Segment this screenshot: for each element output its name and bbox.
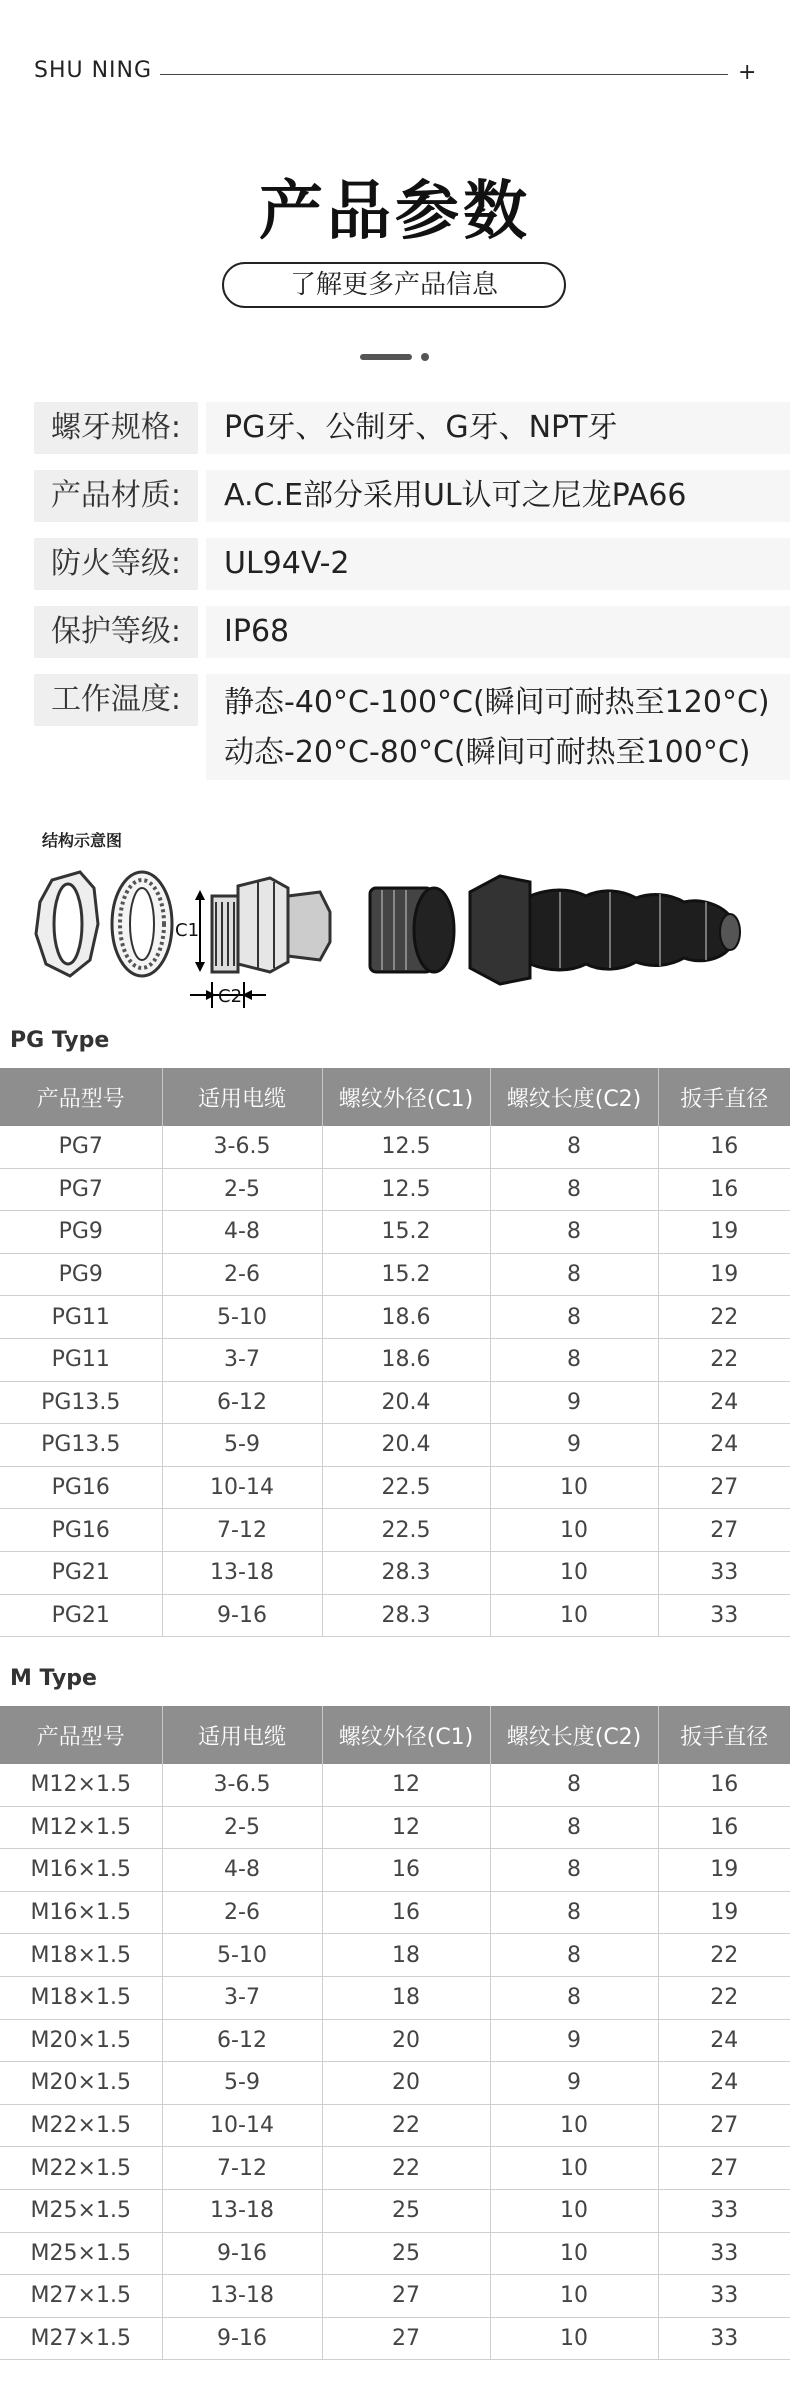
table-cell: 5-10 — [162, 1296, 322, 1339]
table-header-row — [0, 1068, 790, 1126]
table-cell: 10 — [490, 2147, 658, 2190]
spec-value: UL94V-2 — [206, 538, 790, 590]
table-cell: 3-6.5 — [162, 1126, 322, 1168]
table-cell: 10 — [490, 2317, 658, 2360]
table-cell: 18.6 — [322, 1338, 490, 1381]
table-cell: 12 — [322, 1806, 490, 1849]
col-header: 扳手直径 — [658, 1068, 790, 1126]
table-cell: 10 — [490, 1551, 658, 1594]
table-row — [0, 1338, 790, 1381]
spec-value: A.C.E部分采用UL认可之尼龙PA66 — [206, 470, 790, 522]
header-divider — [160, 74, 728, 75]
table-cell: PG16 — [0, 1466, 162, 1509]
table-cell: 13-18 — [162, 2275, 322, 2318]
strain-relief-cap-part — [470, 876, 740, 984]
table-cell: 24 — [658, 1381, 790, 1424]
table-cell: 10-14 — [162, 1466, 322, 1509]
table-cell: 13-18 — [162, 2189, 322, 2232]
table-cell: M20×1.5 — [0, 2019, 162, 2062]
table-cell: 27 — [322, 2275, 490, 2318]
table-cell: 27 — [658, 2147, 790, 2190]
table-row — [0, 1296, 790, 1339]
claw-insert-part — [370, 888, 454, 972]
table-cell: 5-10 — [162, 1934, 322, 1977]
table-cell: 2-5 — [162, 1806, 322, 1849]
table-row — [0, 2275, 790, 2318]
table-cell: 16 — [322, 1891, 490, 1934]
structure-diagram — [30, 852, 760, 1012]
table-cell: 7-12 — [162, 1509, 322, 1552]
table-cell: 27 — [658, 1466, 790, 1509]
table-cell: 8 — [490, 1296, 658, 1339]
table-cell: 33 — [658, 1551, 790, 1594]
table-cell: M22×1.5 — [0, 2104, 162, 2147]
col-header: 螺纹外径(C1) — [322, 1068, 490, 1126]
table-cell: 2-6 — [162, 1253, 322, 1296]
table-cell: 33 — [658, 1594, 790, 1637]
table-cell: PG9 — [0, 1253, 162, 1296]
spec-label: 工作温度: — [34, 674, 198, 726]
pg-type-title: PG Type — [10, 1028, 110, 1053]
table-cell: 18 — [322, 1934, 490, 1977]
table-cell: 6-12 — [162, 2019, 322, 2062]
spec-value-line: 动态-20°C-80°C(瞬间可耐热至100°C) — [224, 735, 751, 770]
table-cell: 33 — [658, 2189, 790, 2232]
spec-value: IP68 — [206, 606, 790, 658]
table-row — [0, 2062, 790, 2105]
m-type-table — [0, 1706, 790, 2360]
table-cell: M20×1.5 — [0, 2062, 162, 2105]
table-cell: 9 — [490, 2019, 658, 2062]
spec-label: 保护等级: — [34, 606, 198, 658]
table-cell: 9 — [490, 1424, 658, 1467]
table-cell: 12 — [322, 1764, 490, 1806]
table-cell: 15.2 — [322, 1253, 490, 1296]
table-cell: M27×1.5 — [0, 2275, 162, 2318]
col-header: 螺纹外径(C1) — [322, 1706, 490, 1764]
table-row — [0, 1466, 790, 1509]
table-cell: M16×1.5 — [0, 1849, 162, 1892]
seal-ring-part — [112, 872, 172, 976]
lock-nut-part — [36, 872, 98, 976]
pg-type-table — [0, 1068, 790, 1637]
col-header: 螺纹长度(C2) — [490, 1706, 658, 1764]
table-cell: 20.4 — [322, 1381, 490, 1424]
table-cell: 9-16 — [162, 2232, 322, 2275]
table-cell: 9 — [490, 2062, 658, 2105]
table-cell: PG21 — [0, 1594, 162, 1637]
table-cell: 8 — [490, 1806, 658, 1849]
table-cell: 5-9 — [162, 1424, 322, 1467]
table-cell: PG11 — [0, 1296, 162, 1339]
pg-table-body — [0, 1126, 790, 1637]
spec-label: 螺牙规格: — [34, 402, 198, 454]
table-cell: 22.5 — [322, 1509, 490, 1552]
table-cell: 8 — [490, 1338, 658, 1381]
table-cell: 18 — [322, 1976, 490, 2019]
table-cell: 16 — [658, 1764, 790, 1806]
table-cell: 10 — [490, 1466, 658, 1509]
table-cell: PG13.5 — [0, 1424, 162, 1467]
table-row — [0, 1509, 790, 1552]
table-cell: 24 — [658, 2062, 790, 2105]
table-row — [0, 1551, 790, 1594]
table-cell: 9 — [490, 1381, 658, 1424]
table-cell: PG7 — [0, 1168, 162, 1211]
col-header: 产品型号 — [0, 1068, 162, 1126]
table-cell: M25×1.5 — [0, 2189, 162, 2232]
table-cell: M18×1.5 — [0, 1934, 162, 1977]
spec-value — [206, 674, 790, 780]
table-cell: PG21 — [0, 1551, 162, 1594]
table-row — [0, 1381, 790, 1424]
table-cell: 25 — [322, 2232, 490, 2275]
table-cell: 19 — [658, 1253, 790, 1296]
table-row — [0, 1934, 790, 1977]
table-cell: 10-14 — [162, 2104, 322, 2147]
table-cell: 2-6 — [162, 1891, 322, 1934]
table-cell: 4-8 — [162, 1211, 322, 1254]
table-cell: M27×1.5 — [0, 2317, 162, 2360]
table-header-row — [0, 1706, 790, 1764]
table-row — [0, 1764, 790, 1806]
table-row — [0, 2019, 790, 2062]
table-cell: M12×1.5 — [0, 1806, 162, 1849]
table-cell: 24 — [658, 1424, 790, 1467]
table-cell: PG13.5 — [0, 1381, 162, 1424]
table-row — [0, 1594, 790, 1637]
table-cell: 28.3 — [322, 1594, 490, 1637]
table-cell: 8 — [490, 1126, 658, 1168]
table-cell: M25×1.5 — [0, 2232, 162, 2275]
page-indicator-dot — [421, 353, 429, 361]
table-row — [0, 1806, 790, 1849]
table-cell: 12.5 — [322, 1126, 490, 1168]
table-cell: 22 — [322, 2147, 490, 2190]
table-row — [0, 2317, 790, 2360]
table-row — [0, 2104, 790, 2147]
table-cell: 10 — [490, 2275, 658, 2318]
spec-label: 防火等级: — [34, 538, 198, 590]
plus-icon[interactable]: + — [738, 60, 757, 85]
table-cell: 5-9 — [162, 2062, 322, 2105]
table-row — [0, 1976, 790, 2019]
table-cell: M12×1.5 — [0, 1764, 162, 1806]
table-cell: 10 — [490, 2232, 658, 2275]
table-cell: 20.4 — [322, 1424, 490, 1467]
table-cell: 24 — [658, 2019, 790, 2062]
spec-value-line: 静态-40°C-100°C(瞬间可耐热至120°C) — [224, 685, 770, 720]
col-header: 适用电缆 — [162, 1706, 322, 1764]
table-cell: 22 — [658, 1934, 790, 1977]
page-header — [0, 0, 790, 140]
table-cell: 4-8 — [162, 1849, 322, 1892]
table-cell: PG9 — [0, 1211, 162, 1254]
table-cell: 10 — [490, 2189, 658, 2232]
table-cell: 8 — [490, 1253, 658, 1296]
table-cell: 3-6.5 — [162, 1764, 322, 1806]
table-cell: 8 — [490, 1976, 658, 2019]
table-cell: 22 — [658, 1976, 790, 2019]
table-row — [0, 2147, 790, 2190]
table-cell: 9-16 — [162, 1594, 322, 1637]
table-cell: 8 — [490, 1849, 658, 1892]
table-cell: M22×1.5 — [0, 2147, 162, 2190]
table-cell: 8 — [490, 1211, 658, 1254]
table-cell: 19 — [658, 1849, 790, 1892]
table-cell: 27 — [322, 2317, 490, 2360]
table-row — [0, 1211, 790, 1254]
dimension-c1 — [175, 890, 205, 972]
table-cell: 16 — [658, 1168, 790, 1211]
table-cell: 7-12 — [162, 2147, 322, 2190]
table-cell: M18×1.5 — [0, 1976, 162, 2019]
table-cell: 6-12 — [162, 1381, 322, 1424]
table-cell: 15.2 — [322, 1211, 490, 1254]
brand-name: SHU NING — [34, 58, 153, 83]
col-header: 螺纹长度(C2) — [490, 1068, 658, 1126]
table-cell: 16 — [658, 1126, 790, 1168]
dimension-c2 — [190, 982, 266, 1008]
table-row — [0, 1891, 790, 1934]
page-indicator-active — [360, 354, 412, 360]
table-cell: 20 — [322, 2062, 490, 2105]
table-cell: 22 — [322, 2104, 490, 2147]
table-cell: 33 — [658, 2232, 790, 2275]
m-table-body — [0, 1764, 790, 2360]
table-cell: 22 — [658, 1338, 790, 1381]
table-cell: 2-5 — [162, 1168, 322, 1211]
spec-value: PG牙、公制牙、G牙、NPT牙 — [206, 402, 790, 454]
table-cell: 22.5 — [322, 1466, 490, 1509]
table-cell: 28.3 — [322, 1551, 490, 1594]
table-cell: 33 — [658, 2317, 790, 2360]
table-cell: PG11 — [0, 1338, 162, 1381]
col-header: 扳手直径 — [658, 1706, 790, 1764]
table-cell: 13-18 — [162, 1551, 322, 1594]
table-row — [0, 2232, 790, 2275]
table-row — [0, 1168, 790, 1211]
table-cell: 10 — [490, 1509, 658, 1552]
table-row — [0, 1424, 790, 1467]
table-cell: 10 — [490, 2104, 658, 2147]
table-row — [0, 1126, 790, 1168]
table-cell: 3-7 — [162, 1338, 322, 1381]
table-cell: 19 — [658, 1891, 790, 1934]
table-cell: 25 — [322, 2189, 490, 2232]
table-row — [0, 2189, 790, 2232]
col-header: 适用电缆 — [162, 1068, 322, 1126]
table-cell: 27 — [658, 2104, 790, 2147]
diagram-caption: 结构示意图 — [42, 831, 123, 850]
svg-text:C1: C1 — [175, 920, 200, 941]
table-cell: 8 — [490, 1934, 658, 1977]
col-header: 产品型号 — [0, 1706, 162, 1764]
table-cell: 10 — [490, 1594, 658, 1637]
table-cell: 16 — [658, 1806, 790, 1849]
table-cell: 8 — [490, 1168, 658, 1211]
table-cell: 22 — [658, 1296, 790, 1339]
table-cell: 9-16 — [162, 2317, 322, 2360]
table-cell: 8 — [490, 1891, 658, 1934]
table-cell: PG7 — [0, 1126, 162, 1168]
table-row — [0, 1253, 790, 1296]
page-title: 产品参数 — [259, 175, 531, 249]
table-cell: 19 — [658, 1211, 790, 1254]
table-cell: 33 — [658, 2275, 790, 2318]
table-cell: M16×1.5 — [0, 1891, 162, 1934]
table-cell: 18.6 — [322, 1296, 490, 1339]
m-type-title: M Type — [10, 1666, 97, 1691]
table-cell: 12.5 — [322, 1168, 490, 1211]
table-cell: 20 — [322, 2019, 490, 2062]
table-cell: 3-7 — [162, 1976, 322, 2019]
table-cell: 16 — [322, 1849, 490, 1892]
table-cell: 27 — [658, 1509, 790, 1552]
gland-body-part — [212, 878, 330, 972]
svg-text:C2: C2 — [218, 986, 243, 1007]
spec-label: 产品材质: — [34, 470, 198, 522]
table-row — [0, 1849, 790, 1892]
table-cell: 8 — [490, 1764, 658, 1806]
table-cell: PG16 — [0, 1509, 162, 1552]
more-info-button[interactable]: 了解更多产品信息 — [222, 262, 566, 308]
